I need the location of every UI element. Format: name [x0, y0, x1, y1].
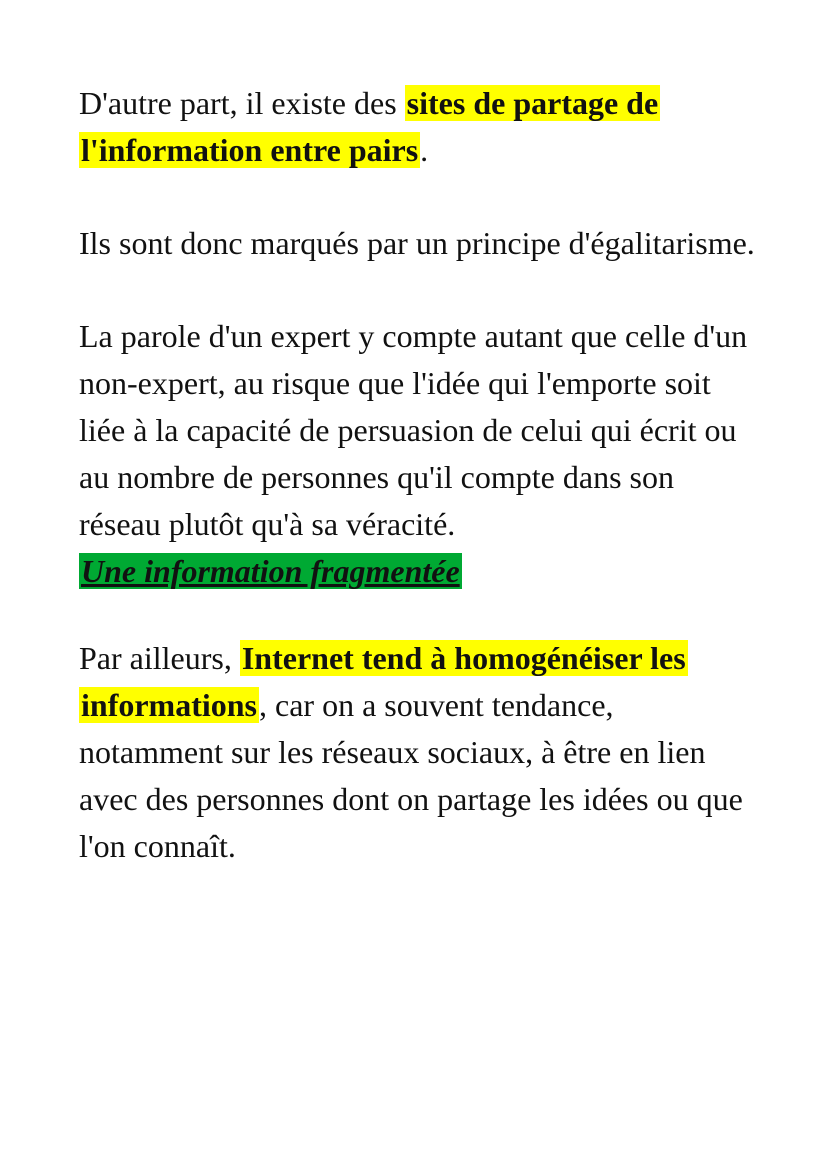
paragraph-text: , car on a souvent tendance, notamment sur les réseaux sociaux, à être en lien avec des personnes dont on partage les idées ou que l'on connaît. — [79, 687, 743, 864]
paragraph-egalitarism: Ils sont donc marqués par un principe d'égalitarisme. — [79, 225, 755, 261]
paragraph-text: . — [420, 132, 429, 168]
paragraph-text: Par ailleurs, — [79, 640, 240, 676]
paragraph-homogenization — [79, 635, 759, 870]
heading-text: Une information fragmentée — [81, 553, 460, 589]
highlighted-text: Internet tend à homogénéiser les informations — [81, 640, 686, 723]
paragraph-text: D'autre part, il existe des — [79, 85, 405, 121]
document-page — [79, 80, 759, 870]
paragraph-expert-opinion: La parole d'un expert y compte autant que celle d'un non-expert, au risque que l'idée qui l'emporte soit liée à la capacité de persuasion de celui qui écrit ou au nombre de personnes qu'il compte dans son réseau plutôt qu'à sa véracité. — [79, 318, 748, 542]
highlighted-text: sites de partage de l'information entre pairs — [81, 85, 659, 168]
paragraph-peer-sharing — [79, 80, 759, 174]
section-heading — [79, 548, 759, 595]
